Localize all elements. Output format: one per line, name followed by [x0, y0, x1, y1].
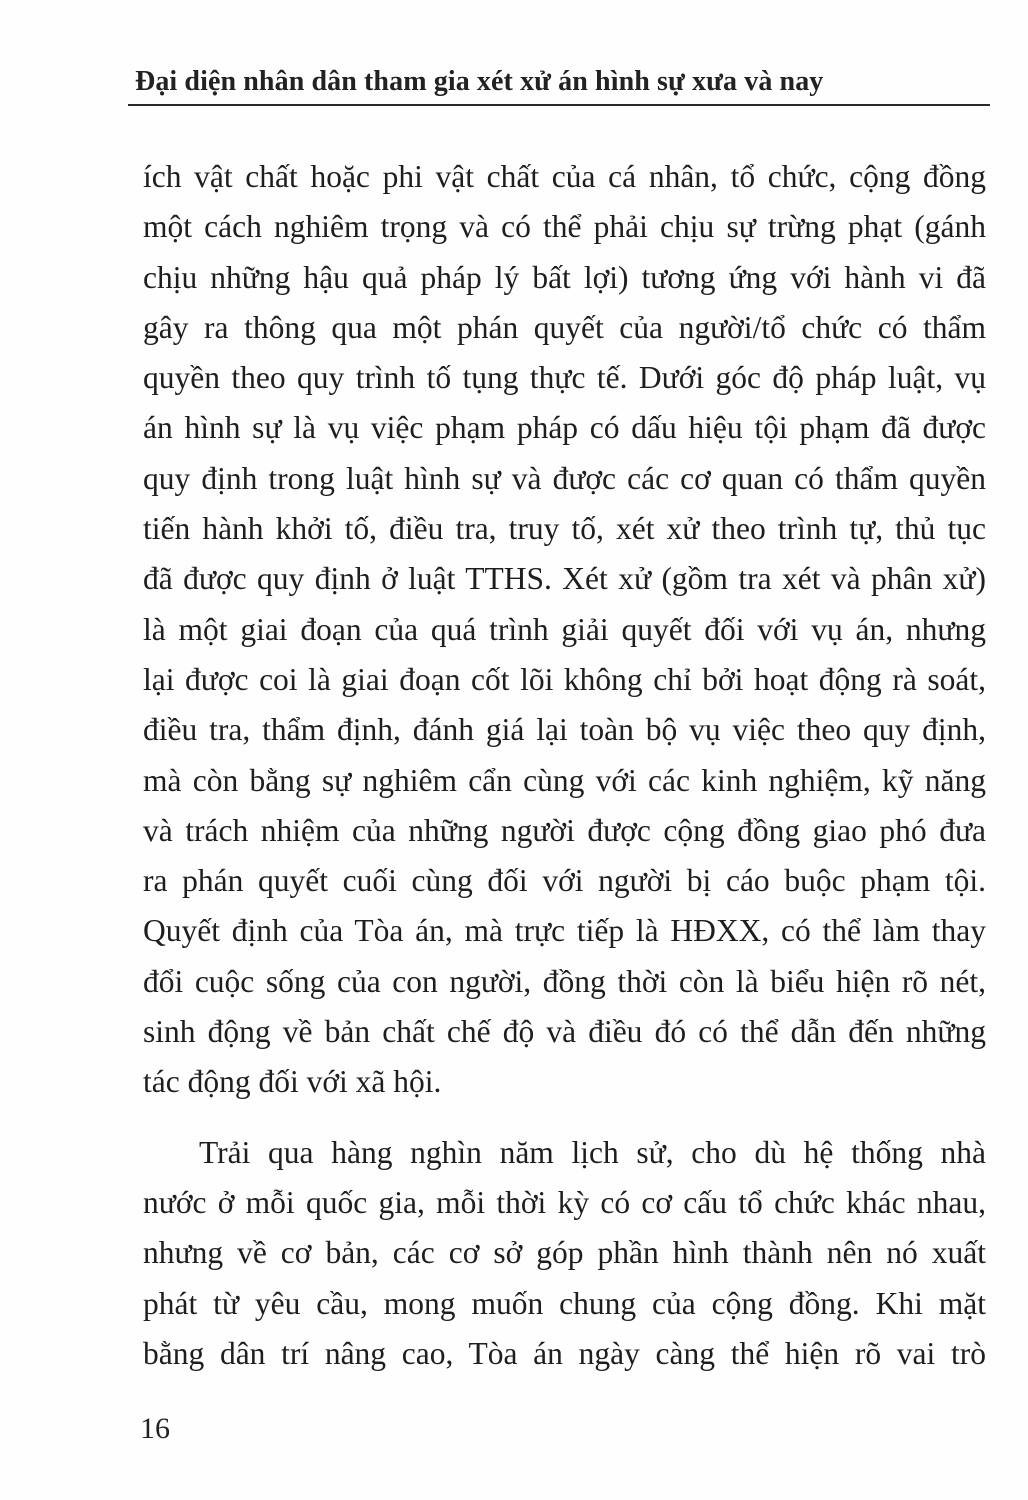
text-line: ra phán quyết cuối cùng đối với người bị cáo buộc phạm tội.: [143, 863, 986, 899]
text-line: chịu những hậu quả pháp lý bất lợi) tương ứng với hành vi đã: [143, 259, 986, 295]
running-header: Đại diện nhân dân tham gia xét xử án hình sự xưa và nay: [135, 66, 824, 97]
page-number: 16: [140, 1412, 170, 1445]
text-line: Trải qua hàng nghìn năm lịch sử, cho dù hệ thống nhà: [199, 1134, 986, 1170]
text-line: nhưng về cơ bản, các cơ sở góp phần hình thành nên nó xuất: [143, 1235, 986, 1271]
text-line: nước ở mỗi quốc gia, mỗi thời kỳ có cơ cấu tổ chức khác nhau,: [143, 1184, 986, 1220]
text-line: đã được quy định ở luật TTHS. Xét xử (gồm tra xét và phân xử): [143, 561, 986, 597]
text-line: Quyết định của Tòa án, mà trực tiếp là HĐXX, có thể làm thay: [143, 913, 986, 949]
paragraph-2: [143, 1128, 986, 1379]
text-line: tiến hành khởi tố, điều tra, truy tố, xét xử theo trình tự, thủ tục: [143, 511, 986, 547]
text-line: điều tra, thẩm định, đánh giá lại toàn bộ vụ việc theo quy định,: [143, 712, 986, 748]
text-line: bằng dân trí nâng cao, Tòa án ngày càng thể hiện rõ vai trò: [143, 1335, 986, 1371]
text-line: đổi cuộc sống của con người, đồng thời còn là biểu hiện rõ nét,: [143, 963, 986, 999]
text-line: một cách nghiêm trọng và có thể phải chịu sự trừng phạt (gánh: [143, 209, 986, 245]
text-line: lại được coi là giai đoạn cốt lõi không chỉ bởi hoạt động rà soát,: [143, 661, 986, 697]
text-line: phát từ yêu cầu, mong muốn chung của cộng đồng. Khi mặt: [143, 1285, 986, 1321]
paragraph-1: [143, 152, 986, 1108]
text-line: quy định trong luật hình sự và được các cơ quan có thẩm quyền: [143, 460, 986, 496]
text-line: án hình sự là vụ việc phạm pháp có dấu hiệu tội phạm đã được: [143, 410, 986, 446]
text-line: mà còn bằng sự nghiêm cẩn cùng với các kinh nghiệm, kỹ năng: [143, 762, 986, 798]
text-line: gây ra thông qua một phán quyết của người/tổ chức có thẩm: [143, 309, 986, 345]
text-line: tác động đối với xã hội.: [143, 1064, 442, 1100]
text-line: ích vật chất hoặc phi vật chất của cá nhân, tổ chức, cộng đồng: [143, 159, 986, 194]
text-line: là một giai đoạn của quá trình giải quyết đối với vụ án, nhưng: [143, 611, 986, 647]
header-rule: [128, 104, 990, 106]
text-line: sinh động về bản chất chế độ và điều đó có thể dẫn đến những: [143, 1014, 986, 1050]
text-line: quyền theo quy trình tố tụng thực tế. Dưới góc độ pháp luật, vụ: [143, 360, 986, 396]
body-text: [143, 152, 986, 1379]
text-line: và trách nhiệm của những người được cộng đồng giao phó đưa: [143, 812, 986, 848]
paragraph-spacer: [143, 1108, 986, 1128]
